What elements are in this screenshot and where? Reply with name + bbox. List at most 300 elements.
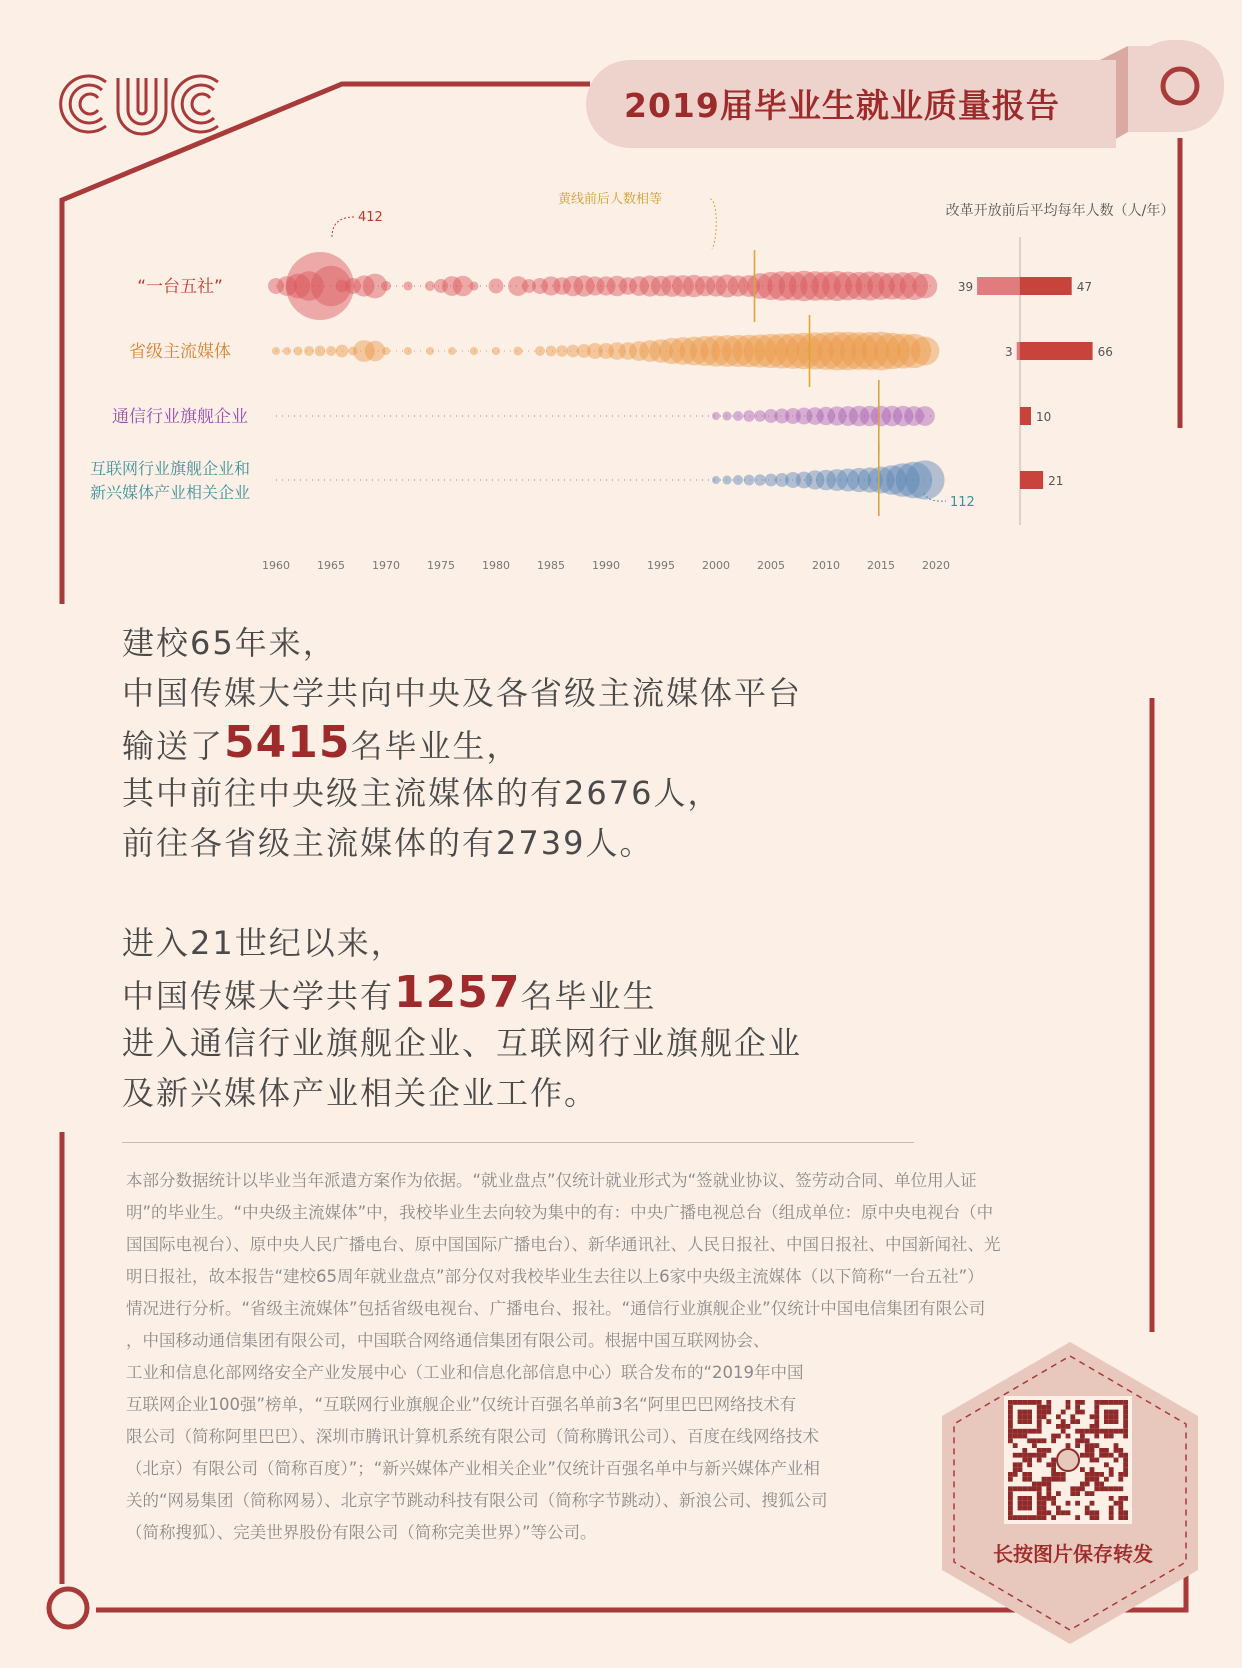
data-point (469, 281, 478, 290)
qr-module (1066, 1405, 1071, 1410)
series-label: 新兴媒体产业相关企业 (89, 483, 251, 502)
qr-module (1109, 1453, 1114, 1458)
qr-module (1075, 1410, 1080, 1415)
para1-line1: 建校65年来， (122, 624, 337, 662)
qr-module (1037, 1482, 1042, 1487)
crossover-annotation-arrow (710, 199, 716, 249)
bar-after (1020, 342, 1093, 360)
qr-module (1109, 1506, 1114, 1511)
bar-before-value: 3 (1005, 345, 1013, 359)
qr-module (1109, 1486, 1114, 1491)
qr-module (1037, 1458, 1042, 1463)
data-point (293, 346, 302, 355)
qr-module (1114, 1443, 1119, 1448)
qr-module (1037, 1438, 1042, 1443)
qr-module (1114, 1448, 1119, 1453)
qr-module (1027, 1506, 1032, 1511)
qr-module (1008, 1438, 1013, 1443)
qr-module (1022, 1448, 1027, 1453)
qr-module (1032, 1438, 1037, 1443)
qr-module (1109, 1467, 1114, 1472)
qr-module (1056, 1477, 1061, 1482)
qr-module (1066, 1510, 1071, 1515)
para2-line2-pre: 中国传媒大学共有 (122, 977, 395, 1015)
qr-module (1037, 1405, 1042, 1410)
total-central-provincial-number: 5415 (224, 717, 351, 768)
qr-module (1085, 1510, 1090, 1515)
qr-module (1099, 1448, 1104, 1453)
qr-module (1037, 1510, 1042, 1515)
qr-module (1104, 1448, 1109, 1453)
qr-module (1008, 1424, 1013, 1429)
qr-module (1075, 1515, 1080, 1520)
qr-module (1123, 1467, 1128, 1472)
qr-module (1070, 1486, 1075, 1491)
qr-module (1042, 1414, 1047, 1419)
qr-module (1075, 1438, 1080, 1443)
qr-module (1094, 1477, 1099, 1482)
qr-module (1032, 1482, 1037, 1487)
x-tick-label: 2000 (702, 559, 730, 572)
qr-module (1008, 1405, 1013, 1410)
qr-module (1013, 1453, 1018, 1458)
note-line: 工业和信息化部网络安全产业发展中心（工业和信息化部信息中心）联合发布的“2019年中国 (126, 1363, 804, 1382)
qr-module (1114, 1501, 1119, 1506)
qr-module (1008, 1414, 1013, 1419)
qr-module (1037, 1429, 1042, 1434)
series-label: 通信行业旗舰企业 (112, 407, 248, 427)
qr-module (1085, 1472, 1090, 1477)
qr-module (1008, 1515, 1013, 1520)
para2-line3: 进入通信行业旗舰企业、互联网行业旗舰企业 (122, 1024, 803, 1062)
qr-module (1018, 1515, 1023, 1520)
qr-module (1085, 1448, 1090, 1453)
qr-module (1037, 1419, 1042, 1424)
x-tick-label: 1960 (262, 559, 290, 572)
qr-module (1027, 1515, 1032, 1520)
ring-bottom-left (49, 1589, 87, 1627)
qr-module (1022, 1486, 1027, 1491)
qr-module (1080, 1429, 1085, 1434)
qr-module (1046, 1496, 1051, 1501)
qr-module (1018, 1501, 1023, 1506)
qr-module (1056, 1506, 1061, 1511)
qr-module (1123, 1424, 1128, 1429)
qr-module (1027, 1458, 1032, 1463)
data-point (733, 411, 743, 421)
qr-module (1109, 1400, 1114, 1405)
qr-module (1070, 1491, 1075, 1496)
qr-module (1042, 1506, 1047, 1511)
qr-module (1037, 1515, 1042, 1520)
qr-module (1109, 1434, 1114, 1439)
qr-module (1032, 1515, 1037, 1520)
qr-module (1104, 1486, 1109, 1491)
qr-module (1042, 1510, 1047, 1515)
data-point (304, 346, 314, 356)
qr-module (1104, 1434, 1109, 1439)
para2-line4: 及新兴媒体产业相关企业工作。 (122, 1074, 599, 1112)
qr-module (1013, 1400, 1018, 1405)
qr-module (1027, 1438, 1032, 1443)
note-line: 限公司（简称阿里巴巴）、深圳市腾讯计算机系统有限公司（简称腾讯公司）、百度在线网络技术 (126, 1427, 819, 1446)
data-point (426, 347, 434, 355)
qr-module (1075, 1405, 1080, 1410)
qr-module (1090, 1491, 1095, 1496)
qr-module (1018, 1419, 1023, 1424)
qr-module (1022, 1472, 1027, 1477)
qr-module (1042, 1496, 1047, 1501)
qr-module (1051, 1515, 1056, 1520)
qr-module (1070, 1419, 1075, 1424)
qr-module (1123, 1458, 1128, 1463)
qr-module (1118, 1506, 1123, 1511)
data-point (272, 347, 280, 355)
qr-module (1013, 1486, 1018, 1491)
x-tick-label: 1965 (317, 559, 345, 572)
qr-module (1094, 1443, 1099, 1448)
qr-module (1075, 1501, 1080, 1506)
qr-module (1090, 1477, 1095, 1482)
qr-module (1114, 1410, 1119, 1415)
note-line: 本部分数据统计以毕业当年派遣方案作为依据。“就业盘点”仅统计就业形式为“签就业协议、签劳动合同、单位用人证 (126, 1171, 977, 1190)
qr-module (1104, 1410, 1109, 1415)
data-point (556, 345, 568, 357)
qr-module (1037, 1486, 1042, 1491)
qr-module (1061, 1419, 1066, 1424)
max-label-top: 412 (358, 210, 383, 225)
qr-module (1022, 1458, 1027, 1463)
data-point (283, 347, 291, 355)
bar-after-value: 66 (1097, 345, 1113, 359)
data-point (513, 346, 522, 355)
qr-module (1022, 1419, 1027, 1424)
qr-module (1094, 1400, 1099, 1405)
qr-module (1114, 1400, 1119, 1405)
qr-module (1051, 1477, 1056, 1482)
qr-module (1123, 1405, 1128, 1410)
qr-module (1104, 1477, 1109, 1482)
qr-module (1008, 1510, 1013, 1515)
qr-module (1056, 1510, 1061, 1515)
qr-module (1109, 1414, 1114, 1419)
qr-module (1056, 1434, 1061, 1439)
qr-module (1008, 1429, 1013, 1434)
qr-module (1094, 1414, 1099, 1419)
qr-module (1099, 1429, 1104, 1434)
qr-module (1104, 1414, 1109, 1419)
qr-module (1051, 1501, 1056, 1506)
para2-line2 (122, 968, 657, 1021)
data-point (326, 346, 336, 356)
data-point (712, 412, 720, 420)
qr-module (1051, 1434, 1056, 1439)
qr-module (1118, 1453, 1123, 1458)
qr-module (1123, 1410, 1128, 1415)
qr-module (1056, 1491, 1061, 1496)
qr-module (1013, 1429, 1018, 1434)
x-tick-label: 2005 (757, 559, 785, 572)
qr-module (1046, 1491, 1051, 1496)
qr-module (1118, 1472, 1123, 1477)
qr-module (1094, 1419, 1099, 1424)
qr-module (1042, 1453, 1047, 1458)
report-title: 2019届毕业生就业质量报告 (624, 86, 1060, 125)
data-point (403, 281, 412, 290)
qr-module (1061, 1472, 1066, 1477)
qr-module (1085, 1482, 1090, 1487)
qr-module (1056, 1472, 1061, 1477)
qr-module (1090, 1453, 1095, 1458)
qr-module (1037, 1414, 1042, 1419)
data-point (404, 347, 412, 355)
qr-module (1037, 1501, 1042, 1506)
qr-module (1104, 1419, 1109, 1424)
qr-module (1075, 1419, 1080, 1424)
note-line: 明”的毕业生。“中央级主流媒体”中，我校毕业生去向较为集中的有：中央广播电视总台（组成单位：原中央电视台（中 (126, 1203, 994, 1222)
qr-module (1090, 1414, 1095, 1419)
bar-after (1020, 407, 1031, 425)
qr-module (1075, 1429, 1080, 1434)
qr-badge[interactable] (938, 1338, 1202, 1648)
qr-module (1109, 1429, 1114, 1434)
qr-module (1099, 1472, 1104, 1477)
qr-module (1027, 1486, 1032, 1491)
qr-module (1094, 1410, 1099, 1415)
max-label-bottom: 112 (950, 495, 975, 510)
qr-module (1027, 1462, 1032, 1467)
qr-module (1046, 1477, 1051, 1482)
qr-module (1090, 1467, 1095, 1472)
qr-module (1051, 1462, 1056, 1467)
qr-code[interactable] (1004, 1396, 1132, 1524)
qr-module (1123, 1472, 1128, 1477)
data-point (754, 474, 766, 486)
qr-module (1118, 1486, 1123, 1491)
qr-module (1094, 1515, 1099, 1520)
qr-module (1013, 1515, 1018, 1520)
qr-module (1022, 1453, 1027, 1458)
para1-line2: 中国传媒大学共向中央及各省级主流媒体平台 (122, 674, 803, 712)
qr-module (1022, 1501, 1027, 1506)
qr-module (1094, 1472, 1099, 1477)
qr-module (1094, 1510, 1099, 1515)
qr-module (1037, 1400, 1042, 1405)
qr-module (1051, 1467, 1056, 1472)
qr-module (1075, 1443, 1080, 1448)
qr-module (1085, 1491, 1090, 1496)
qr-module (1123, 1419, 1128, 1424)
series-label: 省级主流媒体 (129, 342, 231, 362)
qr-module (1080, 1434, 1085, 1439)
qr-module (1022, 1429, 1027, 1434)
qr-module (1090, 1429, 1095, 1434)
note-line: 关的“网易集团（简称网易）、北京字节跳动科技有限公司（简称字节跳动）、新浪公司、搜狐公司 (126, 1491, 828, 1510)
qr-module (1123, 1462, 1128, 1467)
qr-module (1090, 1448, 1095, 1453)
qr-module (1123, 1515, 1128, 1520)
qr-module (1042, 1515, 1047, 1520)
qr-module (1032, 1400, 1037, 1405)
qr-module (1051, 1438, 1056, 1443)
para1-line3-post: 名毕业生， (350, 727, 521, 765)
data-point (425, 281, 435, 291)
qr-module (1090, 1443, 1095, 1448)
qr-module (1104, 1453, 1109, 1458)
qr-module (1085, 1453, 1090, 1458)
total-enterprise-number: 1257 (394, 967, 521, 1018)
qr-module (1037, 1491, 1042, 1496)
qr-module (1061, 1424, 1066, 1429)
x-tick-label: 2015 (867, 559, 895, 572)
qr-module (1094, 1486, 1099, 1491)
qr-module (1018, 1453, 1023, 1458)
qr-module (1051, 1472, 1056, 1477)
qr-module (1056, 1424, 1061, 1429)
data-point (381, 281, 391, 291)
note-line: 国国际电视台）、原中央人民广播电台、原中国国际广播电台）、新华通讯社、人民日报社、中国日报社、中国新闻社、光 (126, 1235, 1001, 1254)
qr-module (1018, 1462, 1023, 1467)
qr-module (1080, 1438, 1085, 1443)
qr-module (1027, 1410, 1032, 1415)
qr-module (1018, 1410, 1023, 1415)
qr-module (1080, 1486, 1085, 1491)
qr-module (1032, 1429, 1037, 1434)
data-point (382, 347, 390, 355)
qr-module (1080, 1467, 1085, 1472)
bar-title: 改革开放前后平均每年人数（人/年） (945, 203, 1175, 219)
qr-module (1008, 1477, 1013, 1482)
qr-module (1037, 1496, 1042, 1501)
x-tick-label: 1975 (427, 559, 455, 572)
qr-module (1085, 1429, 1090, 1434)
qr-module (1118, 1477, 1123, 1482)
qr-module (1123, 1414, 1128, 1419)
qr-module (1123, 1453, 1128, 1458)
qr-module (1066, 1424, 1071, 1429)
para1-line5: 前往各省级主流媒体的有2739人。 (122, 824, 654, 862)
cuc-logo (58, 72, 228, 136)
qr-module (1046, 1419, 1051, 1424)
data-point (546, 346, 557, 357)
data-point (722, 475, 731, 484)
qr-module (1027, 1429, 1032, 1434)
qr-module (1123, 1429, 1128, 1434)
qr-module (1027, 1472, 1032, 1477)
qr-module (1123, 1400, 1128, 1405)
para2-line2-post: 名毕业生 (520, 977, 657, 1015)
qr-module (1018, 1414, 1023, 1419)
x-tick-label: 1980 (482, 559, 510, 572)
qr-module (1080, 1400, 1085, 1405)
qr-module (1080, 1410, 1085, 1415)
qr-module (1008, 1419, 1013, 1424)
qr-module (1090, 1458, 1095, 1463)
qr-module (1061, 1429, 1066, 1434)
x-tick-label: 1970 (372, 559, 400, 572)
qr-module (1085, 1438, 1090, 1443)
qr-module (1075, 1491, 1080, 1496)
qr-module (1027, 1496, 1032, 1501)
data-point (915, 406, 935, 426)
bar-after-value: 21 (1048, 474, 1064, 488)
qr-module (1046, 1400, 1051, 1405)
qr-module (1075, 1400, 1080, 1405)
para1-line3 (122, 718, 521, 771)
qr-module (1085, 1443, 1090, 1448)
qr-module (1042, 1477, 1047, 1482)
qr-module (1018, 1400, 1023, 1405)
qr-module (1046, 1462, 1051, 1467)
bar-after (1020, 277, 1072, 295)
qr-module (1013, 1443, 1018, 1448)
series-label: 互联网行业旗舰企业和 (89, 459, 251, 478)
qr-save-label: 长按图片保存转发 (993, 1542, 1153, 1566)
qr-module (1090, 1510, 1095, 1515)
qr-module (1066, 1434, 1071, 1439)
qr-module (1090, 1501, 1095, 1506)
qr-module (1094, 1429, 1099, 1434)
qr-module (1008, 1410, 1013, 1415)
qr-module (1046, 1510, 1051, 1515)
qr-module (1032, 1453, 1037, 1458)
qr-module (1066, 1400, 1071, 1405)
x-tick-label: 2010 (812, 559, 840, 572)
qr-module (1022, 1496, 1027, 1501)
qr-module (1123, 1510, 1128, 1515)
qr-module (1018, 1434, 1023, 1439)
bar-before (977, 277, 1020, 295)
qr-module (1109, 1515, 1114, 1520)
qr-module (1018, 1429, 1023, 1434)
qr-module (1032, 1443, 1037, 1448)
qr-module (1104, 1462, 1109, 1467)
qr-module (1042, 1438, 1047, 1443)
para2-line1: 进入21世纪以来， (122, 924, 405, 962)
qr-module (1027, 1501, 1032, 1506)
qr-module (1027, 1419, 1032, 1424)
qr-module (1018, 1506, 1023, 1511)
qr-module (1080, 1453, 1085, 1458)
qr-module (1090, 1424, 1095, 1429)
note-line: （简称搜狐）、完美世界股份有限公司（简称完美世界）”等公司。 (126, 1523, 597, 1542)
data-point (470, 347, 478, 355)
qr-module (1046, 1405, 1051, 1410)
qr-module (1032, 1486, 1037, 1491)
qr-module (1085, 1477, 1090, 1482)
x-tick-label: 1985 (537, 559, 565, 572)
qr-module (1022, 1414, 1027, 1419)
qr-module (1008, 1496, 1013, 1501)
qr-module (1056, 1414, 1061, 1419)
qr-module (1118, 1501, 1123, 1506)
qr-module (1042, 1410, 1047, 1415)
qr-module (1051, 1458, 1056, 1463)
data-point (492, 347, 500, 355)
x-tick-label: 1995 (647, 559, 675, 572)
qr-module (1090, 1515, 1095, 1520)
qr-module (1118, 1400, 1123, 1405)
bar-after-value: 10 (1036, 410, 1052, 424)
bar-after (1020, 471, 1043, 489)
qr-module (1027, 1453, 1032, 1458)
qr-module (1018, 1486, 1023, 1491)
qr-module (1114, 1419, 1119, 1424)
qr-module (1046, 1486, 1051, 1491)
qr-module (1013, 1467, 1018, 1472)
data-point (733, 475, 743, 485)
qr-module (1114, 1414, 1119, 1419)
